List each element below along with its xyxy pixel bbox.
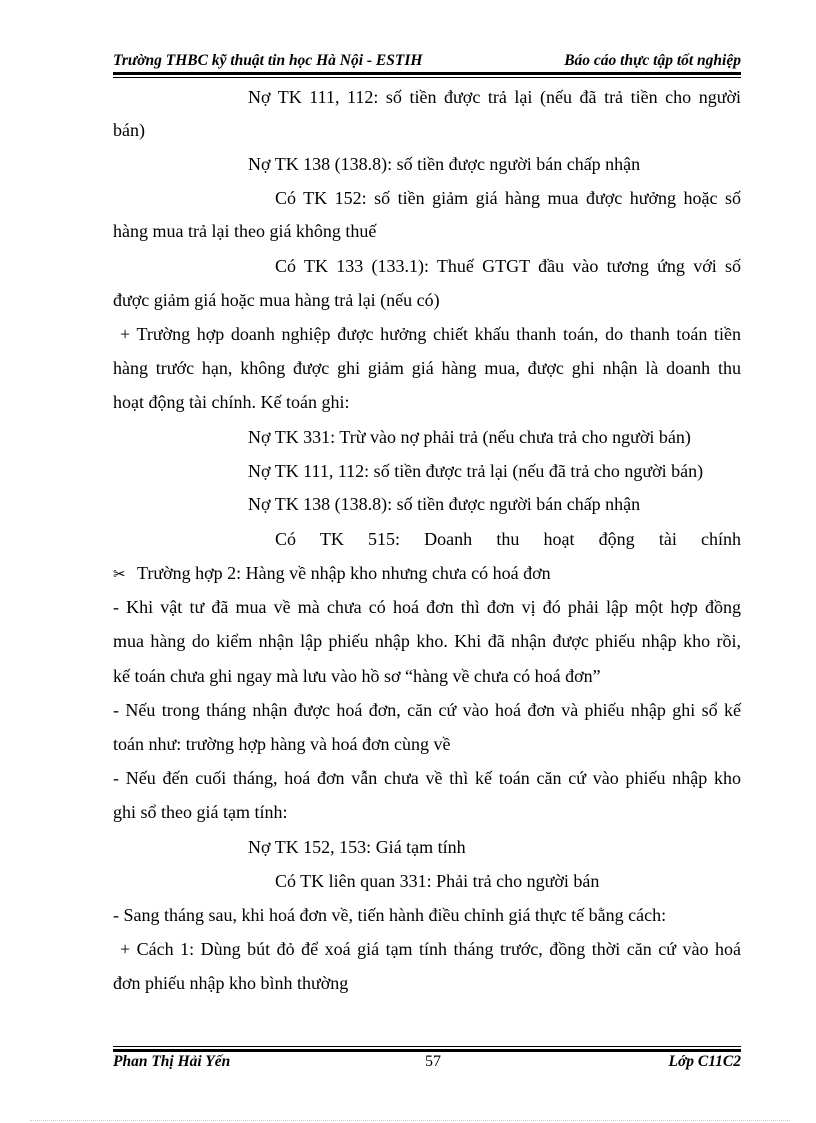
body-line: Nợ TK 138 (138.8): số tiền được người bán chấp nhận (248, 494, 641, 514)
body-line: Nợ TK 138 (138.8): số tiền được người bán chấp nhận (248, 154, 641, 174)
body-line: Có TK liên quan 331: Phải trả cho người bán (275, 871, 600, 891)
body-line: hàng trước hạn, không được ghi giảm giá hàng mua, được ghi nhận là doanh thu (113, 358, 741, 378)
footer-author: Phan Thị Hải Yến (113, 1053, 231, 1070)
body-line: Có TK 152: số tiền giảm giá hàng mua được hưởng hoặc số (275, 188, 741, 208)
page-number: 57 (425, 1053, 441, 1070)
page-header (113, 52, 741, 72)
body-line: kế toán chưa ghi ngay mà lưu vào hồ sơ “hàng về chưa có hoá đơn” (113, 666, 601, 686)
body-line: Nợ TK 111, 112: số tiền được trả lại (nếu đã trả cho người bán) (248, 461, 704, 481)
body-line: Nợ TK 331: Trừ vào nợ phải trả (nếu chưa trả cho người bán) (248, 427, 691, 447)
body-line: bán) (113, 120, 145, 140)
body-line: + Cách 1: Dùng bút đỏ để xoá giá tạm tính tháng trước, đồng thời căn cứ vào hoá (120, 939, 741, 959)
body-line: Có TK 515: Doanh thu hoạt động tài chính (275, 529, 741, 549)
scissors-icon: ✂ (113, 567, 126, 583)
case-heading: Trường hợp 2: Hàng về nhập kho nhưng chưa có hoá đơn (137, 563, 551, 583)
body-line: - Khi vật tư đã mua về mà chưa có hoá đơn thì đơn vị đó phải lập một hợp đồng (113, 597, 741, 617)
body-line: toán như: trường hợp hàng và hoá đơn cùng về (113, 734, 451, 754)
footer-class: Lớp C11C2 (668, 1053, 741, 1070)
footer-rule-thick (113, 1049, 741, 1052)
body-line: hoạt động tài chính. Kế toán ghi: (113, 392, 350, 412)
body-line: Nợ TK 111, 112: số tiền được trả lại (nếu đã trả tiền cho người (248, 87, 741, 107)
header-report-title: Báo cáo thực tập tốt nghiệp (564, 52, 741, 69)
body-line: hàng mua trả lại theo giá không thuế (113, 221, 377, 241)
body-line: mua hàng do kiểm nhận lập phiếu nhập kho. Khi đã nhận được phiếu nhập kho rồi, (113, 631, 741, 651)
page-edge-dots (30, 1120, 790, 1121)
body-line: + Trường hợp doanh nghiệp được hưởng chiết khấu thanh toán, do thanh toán tiền (120, 324, 741, 344)
body-line: ghi sổ theo giá tạm tính: (113, 802, 288, 822)
page-footer (113, 1053, 741, 1075)
body-line (113, 562, 551, 586)
header-rule-thick (113, 72, 741, 75)
footer-rule-thin (113, 1046, 741, 1047)
body-line: Có TK 133 (133.1): Thuế GTGT đầu vào tương ứng với số (275, 256, 741, 276)
body-line: - Nếu trong tháng nhận được hoá đơn, căn cứ vào hoá đơn và phiếu nhập ghi sổ kế (113, 700, 741, 720)
header-school: Trường THBC kỹ thuật tin học Hà Nội - ESTIH (113, 52, 423, 69)
header-rule-thin (113, 77, 741, 78)
body-line: Nợ TK 152, 153: Giá tạm tính (248, 837, 466, 857)
body-line: được giảm giá hoặc mua hàng trả lại (nếu có) (113, 290, 440, 310)
body-line: đơn phiếu nhập kho bình thường (113, 973, 349, 993)
body-line: - Nếu đến cuối tháng, hoá đơn vẫn chưa về thì kế toán căn cứ vào phiếu nhập kho (113, 768, 741, 788)
body-line: - Sang tháng sau, khi hoá đơn về, tiến hành điều chỉnh giá thực tế bằng cách: (113, 905, 667, 925)
